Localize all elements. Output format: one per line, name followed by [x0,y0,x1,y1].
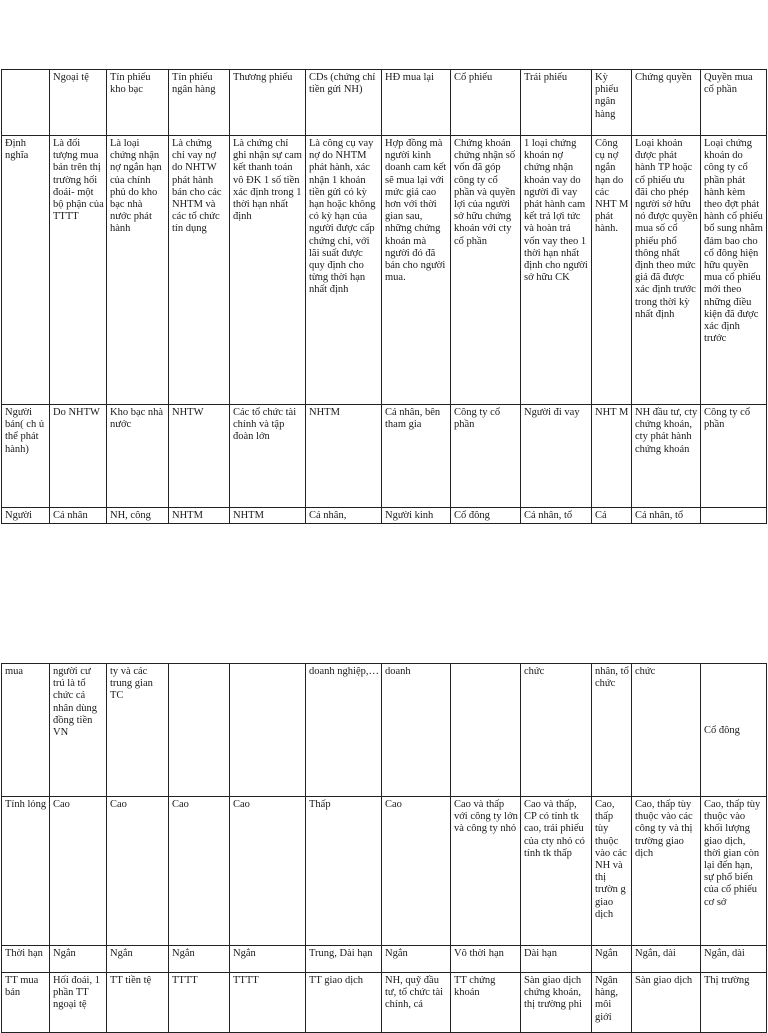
comparison-table-top [1,69,767,524]
header-cell: HĐ mua lại [382,70,451,136]
table-cell: chức [632,664,701,797]
table-cell: 1 loại chứng khoán nợ chứng nhận khoản vay do người đi vay phát hành cam kết trả lợi tức và hoàn trả vốn vay theo 1 thời hạn nhất định cho người sở hữu CK [521,136,592,405]
table-cell: Công ty cổ phần [701,405,767,508]
table-cell: Do NHTW [50,405,107,508]
table-cell: Cá nhân, bên tham gia [382,405,451,508]
table-cell: Cổ đông [701,664,767,797]
table-cell [230,664,306,797]
table-cell: Ngắn [382,946,451,973]
row-label: Tính lỏng [2,797,50,946]
table-cell: TT giao dịch [306,973,382,1033]
table-cell: TT tiền tệ [107,973,169,1033]
comparison-table-bottom [1,663,767,1033]
table-cell: Ngắn [50,946,107,973]
table-cell: Là chứng chỉ vay nợ do NHTW phát hành bán cho các NHTM và các tổ chức tín dụng [169,136,230,405]
header-cell: Ngoại tệ [50,70,107,136]
row-label: Người [2,508,50,524]
table-cell: Là chứng chỉ ghi nhận sự cam kết thanh toán vô ĐK 1 số tiền xác định trong 1 thời hạn nhất định [230,136,306,405]
header-cell: Thương phiếu [230,70,306,136]
table-cell: doanh [382,664,451,797]
table-cell: Cao và thấp, CP có tính tk cao, trái phiếu của cty nhỏ có tính tk thấp [521,797,592,946]
row-label: Định nghĩa [2,136,50,405]
header-cell: Trái phiếu [521,70,592,136]
table-cell: ty và các trung gian TC [107,664,169,797]
table-cell: Cao, thấp tùy thuộc vào các công ty và thị trường giao dịch [632,797,701,946]
table-cell: Ngân hàng, môi giới [592,973,632,1033]
table-cell: Ngắn, dài [701,946,767,973]
row-label: mua [2,664,50,797]
header-cell: Chứng quyền [632,70,701,136]
table-cell: Ngắn, dài [632,946,701,973]
table-cell: NHTW [169,405,230,508]
table-cell: doanh nghiệp,… [306,664,382,797]
table-cell: Loại khoản được phát hành TP hoặc cổ phiếu ưu đãi cho phép người sở hữu nó được quyền mua số cổ phiếu phổ thông nhất định theo mức giá đã được xác định trước trong thời kỳ nhất định [632,136,701,405]
header-cell: Cổ phiếu [451,70,521,136]
table-cell: TTTT [169,973,230,1033]
table-cell: Ngắn [107,946,169,973]
table-cell: Người kinh [382,508,451,524]
table-cell: NHT M [592,405,632,508]
header-cell: Quyền mua cổ phần [701,70,767,136]
table-cell: Loại chứng khoán do công ty cổ phần phát hành kèm theo đợt phát hành cổ phiếu bổ sung nhằm đảm bao cho cổ đông hiện hữu quyền mua cổ phiếu mới theo những điều kiện đã được xác định trước [701,136,767,405]
table-cell: Kho bạc nhà nước [107,405,169,508]
table-cell: Cổ đông [451,508,521,524]
header-cell: Tín phiếu kho bạc [107,70,169,136]
table-cell: Chứng khoán chứng nhận số vốn đã góp công ty cổ phần và quyền lợi của người sở hữu chứng khoán với cty cổ phần [451,136,521,405]
table-cell: NHTM [306,405,382,508]
table-cell: Trung, Dài hạn [306,946,382,973]
table-cell: chức [521,664,592,797]
table-cell: Cá nhân, tổ [521,508,592,524]
table-cell: Các tổ chức tài chính và tập đoàn lớn [230,405,306,508]
table-cell: NHTM [230,508,306,524]
table-row-buyer [2,508,767,524]
table-cell: NH, quỹ đầu tư, tổ chức tài chính, cá [382,973,451,1033]
header-cell [2,70,50,136]
table-cell: Công cụ nợ ngắn hạn do các NHT M phát hành. [592,136,632,405]
table-row-definition [2,136,767,405]
header-row [2,70,767,136]
table-cell: Cao và thấp với công ty lớn và công ty nhỏ [451,797,521,946]
table-cell: Là loại chứng nhận nợ ngắn hạn của chính phủ do kho bạc nhà nước phát hành [107,136,169,405]
header-cell: CDs (chứng chỉ tiền gửi NH) [306,70,382,136]
table-cell: TT chứng khoán [451,973,521,1033]
header-cell: Tín phiếu ngân hàng [169,70,230,136]
table-cell: Cao [230,797,306,946]
table-row-liquidity [2,797,767,946]
table-cell: nhân, tổ chức [592,664,632,797]
table-cell: Cao [382,797,451,946]
table-cell: NH đầu tư, cty chứng khoán, cty phát hành chứng khoán [632,405,701,508]
table-cell: Thị trường [701,973,767,1033]
table-cell: Ngắn [592,946,632,973]
table-cell: NHTM [169,508,230,524]
table-cell: Là đối tượng mua bán trên thị trường hối đoái- một bộ phận của TTTT [50,136,107,405]
table-cell: Cá nhân [50,508,107,524]
table-cell [451,664,521,797]
header-cell: Kỳ phiếu ngân hàng [592,70,632,136]
row-label: TT mua bán [2,973,50,1033]
table-cell [169,664,230,797]
row-label: Người bán( ch ủ thể phát hành) [2,405,50,508]
table-cell: Cao [107,797,169,946]
table-cell: Cao [169,797,230,946]
table-cell: Sàn giao dịch chứng khoán, thị trường phi [521,973,592,1033]
table-cell: Thấp [306,797,382,946]
table-cell: Hối đoái, 1 phần TT ngoại tệ [50,973,107,1033]
table-cell: Ngắn [230,946,306,973]
table-cell: Ngắn [169,946,230,973]
table-cell: người cư trú là tổ chức cá nhân dùng đồng tiền VN [50,664,107,797]
table-cell: Cao, thấp tùy thuộc vào khối lượng giao dịch, thời gian còn lại đến hạn, sự phổ biến của cổ phiếu cơ sở [701,797,767,946]
table-row-buyer-continued [2,664,767,797]
table-cell: Là công cụ vay nợ do NHTM phát hành, xác nhận 1 khoản tiền gửi có kỳ hạn hoặc không có kỳ hạn của người được cấp chứng chỉ, với lãi suất được quy định cho từng thời hạn nhất định [306,136,382,405]
table-cell: NH, công [107,508,169,524]
table-row-term [2,946,767,973]
table-cell: Cao, thấp tùy thuộc vào các NH và thị trườn g giao dịch [592,797,632,946]
table-cell: Dài hạn [521,946,592,973]
table-cell: Người đi vay [521,405,592,508]
table-cell: Hợp đồng mà người kinh doanh cam kết sẽ mua lại với mức giá cao hơn với thời gian sau, những chứng khoán mà người đó đã bán cho người mua. [382,136,451,405]
table-cell: Cao [50,797,107,946]
table-cell: Sàn giao dịch [632,973,701,1033]
table-cell: Vô thời hạn [451,946,521,973]
table-cell: TTTT [230,973,306,1033]
table-cell: Cá nhân, tổ [632,508,701,524]
table-cell [701,508,767,524]
row-label: Thời hạn [2,946,50,973]
table-cell: Cá nhân, [306,508,382,524]
table-cell: Cá [592,508,632,524]
table-row-issuer [2,405,767,508]
table-cell: Công ty cổ phần [451,405,521,508]
